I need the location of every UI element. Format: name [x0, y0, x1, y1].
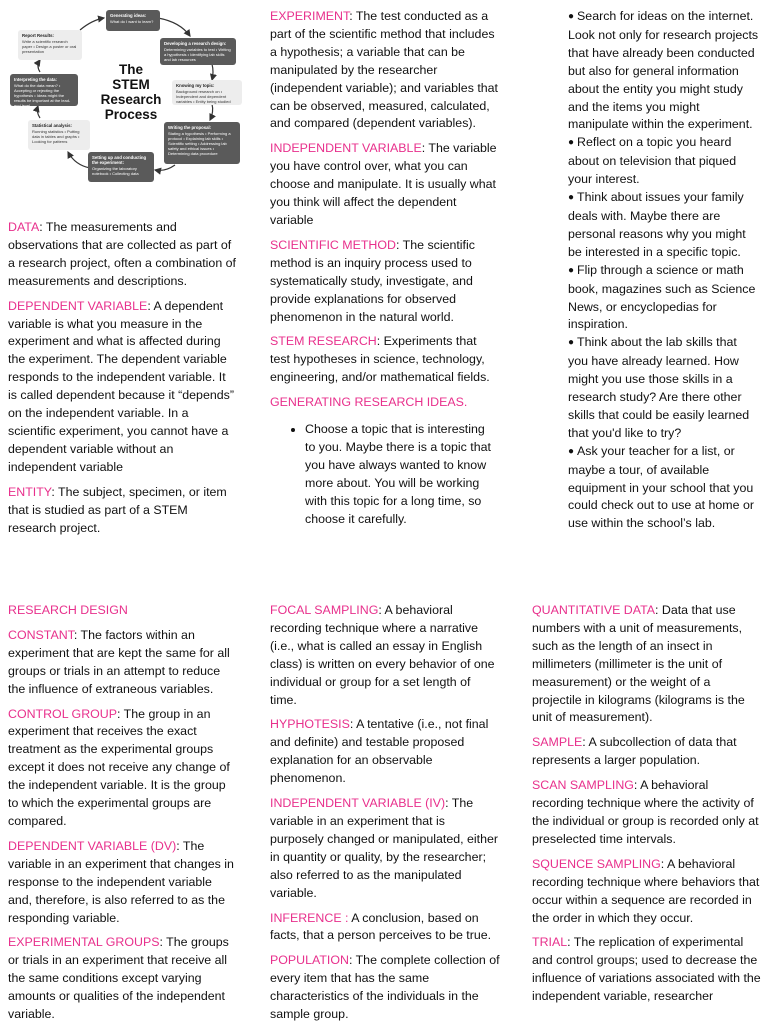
definition-data: [8, 219, 238, 291]
definition-text: : The factors within an experiment that are kept the same for all groups or trials in an attempt to reduce the influence of extraneous variables.: [8, 627, 230, 696]
arrow-2: [212, 64, 213, 80]
definition-text: : The replication of experimental and control groups; used to decrease the influence of variations associated with the independent variable, researcher: [532, 935, 761, 1004]
term: QUANTITATIVE DATA: [532, 603, 655, 617]
term: CONSTANT: [8, 627, 74, 642]
step-title: Statistical analysis:: [32, 123, 72, 128]
step-title: Generating ideas:: [110, 13, 147, 18]
definition-trial: [532, 934, 762, 1006]
term: DEPENDENT VARIABLE (DV): [8, 838, 177, 853]
definition-text: : The test conducted as a part of the scientific method that includes a hypothesis; a variable that can be manipulated by the researcher (independent variable); and variables that can be observed, measured, calculated, and compared (dependent variables).: [270, 9, 498, 131]
term: ENTITY: [8, 484, 52, 499]
step-desc: What do the data mean? • Accepting or rejecting the hypothesis • Ideas might the results be important at the lead-end level: [14, 83, 71, 108]
diagram-title-line: Research: [100, 92, 162, 107]
definition-text: : A behavioral recording technique where the activity of the individual or group is recorded only at preselected time intervals.: [532, 778, 759, 846]
idea-item: ● Think about issues your family deals with. Maybe there are personal reasons why you might be interested in a specific topic.: [568, 189, 760, 262]
definition-text: : The variable in an experiment that is purposely changed or manipulated, either in quantity or quality, by the researcher; also referred to as the manipulated variable.: [270, 796, 498, 900]
definition-focal-sampling: [270, 602, 500, 709]
term: EXPERIMENTAL GROUPS: [8, 935, 160, 950]
diagram-title: [96, 62, 166, 122]
arrow-4: [155, 165, 175, 170]
step-developing-research-design: [160, 38, 236, 65]
column-1-bottom: [8, 602, 238, 1031]
step-desc: What do I want to learn?: [110, 19, 154, 24]
definition-constant: [8, 627, 238, 699]
definition-dependent-variable-dv: [8, 838, 238, 928]
step-generating-ideas: [106, 10, 160, 31]
term: FOCAL SAMPLING: [270, 603, 379, 617]
step-conducting-experiment: [88, 152, 154, 182]
step-desc: Organizing the laboratory notebook • Collecting data: [92, 166, 139, 176]
definition-text: : Data that use numbers with a unit of measurements, such as the length of an insect in millimeters (millimeter is the unit of measurement) or the weight of a projectile in kilograms (kilograms is the unit of measurement).: [532, 603, 745, 725]
definition-control-group: [8, 706, 238, 831]
step-desc: Determining variables to test • Writing a hypothesis • Identifying lab skills and lab resources: [164, 47, 231, 62]
column-3-top: [568, 8, 760, 533]
definition-text: : A behavioral recording technique where a narrative (i.e., what is called an essay in English class) is written on every behavior of one individual or group for a set length of time.: [270, 603, 495, 707]
term: POPULATION: [270, 953, 349, 968]
definition-independent-variable-iv: [270, 795, 500, 902]
idea-item: ● Think about the lab skills that you have already learned. How might you use those skills in a research study? Are there other skills that could be easily learned that you'd like to try?: [568, 334, 760, 442]
step-title: Writing the proposal:: [168, 125, 212, 130]
diagram-title-line: STEM: [112, 77, 150, 92]
definition-stem-research: [270, 333, 498, 387]
term: EXPERIMENT: [270, 9, 350, 23]
term: HYPHOTESIS: [270, 717, 350, 732]
step-interpreting-data: [10, 74, 78, 106]
column-3-bottom: [532, 602, 762, 1013]
term: SCIENTIFIC METHOD: [270, 237, 396, 252]
column-2-bottom: [270, 602, 500, 1031]
step-knowing-my-topic: [172, 80, 242, 105]
definition-entity: [8, 484, 238, 538]
term: SAMPLE: [532, 735, 583, 750]
term: STEM RESEARCH: [270, 334, 377, 349]
definition-experiment: [270, 8, 498, 133]
term: DATA: [8, 220, 40, 234]
definition-text: A conclusion, based on facts, that a person perceives to be true.: [270, 910, 492, 943]
column-2-top: [270, 8, 498, 528]
definition-population: [270, 952, 500, 1024]
step-desc: Stating a hypothesis • Performing a protocol • Explaining lab skills • Scientific setting • Addressing lab safety and ethical issues • Determining data procedure: [168, 131, 231, 156]
definition-text: : The group in an experiment that receives the exact treatment as the experimental groups except it does not receive any change of the independent variable. It is the group to which the experimental groups are compared.: [8, 706, 230, 828]
research-design-heading: RESEARCH DESIGN: [8, 603, 128, 617]
step-writing-proposal: [164, 122, 240, 164]
idea-item: ● Search for ideas on the internet. Look not only for research projects that have already been conducted but also for general information about the entity you might study and the items you might manipulate within the experiment.: [568, 8, 760, 134]
term: CONTROL GROUP: [8, 706, 117, 721]
definition-dependent-variable: [8, 298, 238, 477]
definition-inference: [270, 910, 500, 946]
definition-text: : The variable you have control over, what you can choose and manipulate. It is usually what you think will affect the dependent variable: [270, 141, 497, 227]
definition-scientific-method: [270, 237, 498, 327]
step-report-results: [18, 30, 82, 60]
definition-text: : A subcollection of data that represents a larger population.: [532, 735, 737, 768]
term: DEPENDENT VARIABLE: [8, 298, 148, 313]
definition-quantitative-data: [532, 602, 762, 727]
definition-text: : The complete collection of every item that has the same characteristics of the individuals in the sample group.: [270, 953, 500, 1022]
term: INDEPENDENT VARIABLE (IV): [270, 796, 446, 811]
stem-research-process-diagram: [0, 0, 250, 190]
step-title: Report Results:: [22, 33, 54, 38]
idea-item: ● Reflect on a topic you heard about on television that piqued your interest.: [568, 134, 760, 189]
definition-text: : The measurements and observations that are collected as part of a research project, often a combination of measurements and descriptions.: [8, 220, 236, 288]
definition-experimental-groups: [8, 934, 238, 1024]
definition-scan-sampling: [532, 777, 762, 849]
arrow-1: [158, 18, 190, 36]
step-statistical-analysis: [28, 120, 90, 150]
step-desc: Write a scientific research paper • Design a poster or oral presentation: [22, 39, 77, 54]
definition-sample: [532, 734, 762, 770]
definition-text: : The subject, specimen, or item that is studied as part of a STEM research project.: [8, 484, 227, 535]
definition-text: : A tentative (i.e., not final and definite) and testable proposed explanation for an observable phenomenon.: [270, 717, 489, 786]
definition-text: : The scientific method is an inquiry process used to systematically study, investigate, and provide explanations for observed phenomenon in the natural world.: [270, 237, 475, 324]
generating-ideas-heading: GENERATING RESEARCH IDEAS.: [270, 395, 468, 410]
column-1-top: [8, 219, 238, 544]
definition-text: : A behavioral recording technique where behaviors that occur within a sequence are recorded in the order in which they occur.: [532, 856, 760, 925]
idea-item: ● Flip through a science or math book, magazines such as Science News, or encyclopedias for inspiration.: [568, 262, 760, 335]
term: SQUENCE SAMPLING: [532, 856, 661, 871]
idea-item: ● Ask your teacher for a list, or maybe a tour, of available equipment in your school that you could check out to use at home or use within the school’s lab.: [568, 443, 760, 534]
arrow-3: [210, 104, 213, 120]
definition-text: : A dependent variable is what you measure in the experiment and what is affected during the experiment. The dependent variable responds to the independent variable. It is called dependent because it “depends” on the independent variable. In a scientific experiment, you cannot have a dependent variable without an independent variable: [8, 298, 234, 474]
step-desc: Running statistics • Putting data in tables and graphs • Looking for patterns: [32, 129, 80, 144]
definition-text: : The groups or trials in an experiment that receive all the same conditions except varying amounts or qualities of the independent variable.: [8, 935, 229, 1022]
term: INDEPENDENT VARIABLE: [270, 141, 422, 156]
ideas-list: [270, 421, 498, 528]
arrow-7: [38, 60, 40, 72]
idea-item: • Choose a topic that is interesting to you. Maybe there is a topic that you have always wanted to know more about. You will be working with this topic for a long time, so choose it carefully.: [305, 421, 498, 528]
definition-independent-variable: [270, 140, 498, 230]
diagram-title-line: The: [118, 62, 143, 77]
step-title: Setting up and conducting the experiment:: [92, 155, 147, 165]
term: SCAN SAMPLING: [532, 778, 634, 793]
term: INFERENCE :: [270, 910, 349, 925]
definition-sequence-sampling: [532, 856, 762, 928]
diagram-title-line: Process: [104, 107, 158, 122]
arrow-5: [68, 152, 90, 168]
definition-hypothesis: [270, 716, 500, 788]
term: TRIAL: [532, 935, 568, 950]
step-title: Interpreting the data:: [14, 77, 57, 82]
definition-text: : The variable in an experiment that changes in response to the independent variable and, therefore, is also referred to as the responding variable.: [8, 838, 234, 925]
step-title: Knowing my topic:: [176, 83, 215, 88]
step-desc: Background research on • Independent and dependent variables • Entity being studied: [176, 89, 231, 104]
arrow-8: [80, 18, 104, 30]
definition-text: : Experiments that test hypotheses in science, technology, engineering, and/or mathematical fields.: [270, 334, 490, 385]
step-title: Developing a research design:: [164, 41, 227, 46]
